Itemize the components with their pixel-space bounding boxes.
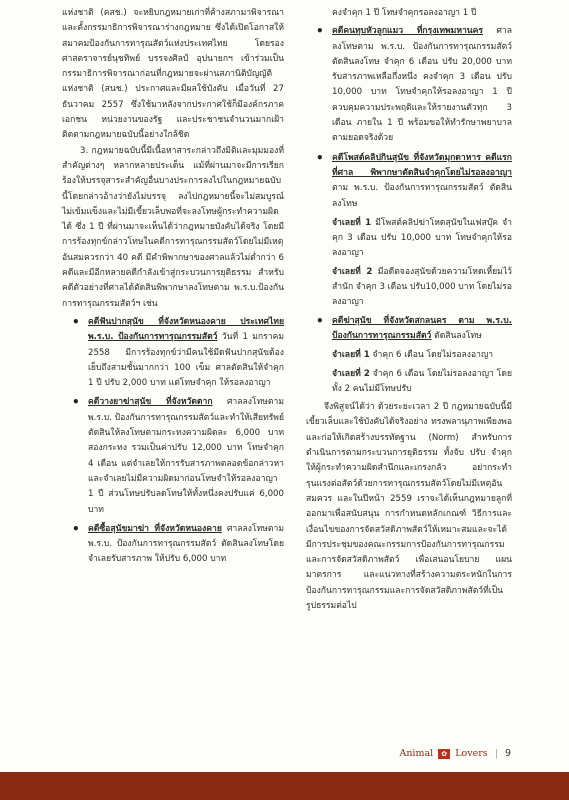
case-title-3: คดีซื้อสุนัขมาฆ่า ที่จังหวัดหนองคาย — [88, 523, 222, 534]
defendant-text: มีอดีตจองสุนัขด้วยความโหดเหี้ยมไว้สำนัก จำคุก 3 เดือน ปรับ10,000 บาท โดยไม่รอลงอาญา — [332, 266, 512, 308]
paw-logo-icon: ✿ — [438, 749, 450, 759]
case-item-5 — [314, 151, 512, 212]
page-footer — [399, 748, 511, 759]
conclusion-paragraph: จึงพิสูจน์ได้ว่า ด้วยระยะเวลา 2 ปี กฎหมายฉบับนี้มีเขี้ยวเล็บและใช้บังคับได้จริงอย่าง ทรงพลานุภาพเพียงพอและก่อให้เกิดสร้างบรรทัดฐาน (Norm) สำหรับการดำเนินการตามกระบวนการยุติธรรม ทั้งจับ ปรับ จำคุก ให้ผู้กระทำความผิดสำนึกและเกรงกลัว อย่ากระทำรุนแรงต่อสัตว์ด้วยการทารุณกรรมสัตว์โดยไม่มีเหตุอันสมควร และในปีหน้า 2559 เราจะได้เห็นกฎหมายลูกที่ออกมาเพื่อสนับสนุน การกำหนดหลักเกณฑ์ วิธีการและเงื่อนไขของการจัดสวัสดิภาพสัตว์ให้เหมาะสมและจะได้มีการประชุมของคณะกรรมการป้องกันการทารุณกรรมและการจัดสวัสดิภาพสัตว์ เพื่อเสนอนโยบาย แผน มาตรการ และแนวทางที่สร้างความตระหนักในการป้องกันการทารุณกรรมและการจัดสวัสดิภาพสัตว์ที่เป็นรูปธรรมต่อไป — [306, 402, 512, 611]
case-title-2: คดีวางยาฆ่าสุนัข ที่จังหวัดตาก — [88, 397, 213, 408]
defendant-text: มีโพสต์คลิปฆ่าโหดสุนัขในเฟสบุ๊ค จำคุก 3 เดือน ปรับ 10,000 บาท โทษจำคุกให้รอลงอาญา — [332, 217, 512, 259]
case-item-1 — [70, 315, 284, 391]
left-column — [62, 6, 284, 572]
paragraph-continued: คงจำคุก 1 ปี โทษจำคุกรอลงอาญา 1 ปี — [332, 8, 477, 18]
case-text-3: ศาลลงโทษตาม พ.ร.บ. ป้องกันการทารุณกรรมสัตว์ ตัดสินลงโทษโดยจำเลยรับสารภาพ ให้ปรับ 6,000 บาท — [88, 523, 284, 565]
right-column — [306, 6, 512, 614]
defendant-6-1 — [314, 348, 512, 363]
case-text-5: ตาม พ.ร.บ. ป้องกันการทารุณกรรมสัตว์ ตัดสินลงโทษ — [332, 183, 512, 209]
case-item-2 — [70, 395, 284, 517]
page-number: 9 — [504, 748, 511, 759]
case-text-4: ศาลลงโทษตาม พ.ร.บ. ป้องกันการทารุณกรรมสัตว์ ตัดสินลงโทษ จำคุก 6 เดือน ปรับ 20,000 บาท รับสารภาพเหลือกึ่งหนึ่ง คงจำคุก 3 เดือน ปรับ 10,000 บาท โทษจำคุกให้รอลงอาญา 1 ปี ควบคุมความประพฤติและให้รายงานตัวทุก 3 เดือน ภายใน 1 ปี พร้อมขอให้ทำรักษาพยาบาล ตามยอดจริงด้วย — [332, 26, 512, 144]
defendant-label: จำเลยที่ 1 — [332, 350, 370, 361]
case-title-5: คดีโพสต์คลิปกินสุนัข ที่จังหวัดมุกดาหาร คดีแรกที่ศาล พิพากษาตัดสินจำคุกโดยไม่รอลงอาญา — [332, 152, 512, 178]
defendant-label: จำเลยที่ 2 — [332, 368, 370, 379]
footer-divider: | — [494, 748, 498, 759]
defendant-text: จำคุก 6 เดือน โดยไม่รอลงอาญา — [369, 350, 494, 361]
case-title-1: คดีฟันปากสุนัข ที่จังหวัดหนองคาย ประเทศไทย พ.ร.บ. ป้องกันการทารุณกรรมสัตว์ — [88, 316, 284, 343]
case-title-6: คดีฆ่าสุนัข ที่จังหวัดสกลนคร ตาม พ.ร.บ. ป้องกันการทารุณกรรมสัตว์ — [332, 315, 512, 341]
paragraph-1: แห่งชาติ (คสช.) จะหยิบกฎหมายเก่าที่ค้างสภามาพิจารณาและตั้งกรรมาธิการพิจารณาร่างกฎหมาย ซึ่งได้เปิดโอกาสให้ สมาคมป้องกันการทารุณสัตว์แห่งประเทศไทย โดยรองศาสตราจารย์นุชทิพย์ บรรจงศิลป์ อุปนายกฯ เข้าร่วมเป็นกรรมาธิการพิจารณาก่อนที่กฎหมายจะผ่านสภานิติบัญญัติแห่งชาติ (สนช.) ประกาศและมีผลใช้บังคับ เมื่อวันที่ 27 ธันวาคม 2557 ซึ่งใช้มาหลังจากประกาศใช้ก็มีองค์กรภาคเอกชน หน่วยงานของรัฐ และประชาชนจำนวนมากเฝ้าติดตามกฎหมายฉบับนี้อย่างใกล้ชิด — [62, 8, 284, 141]
paragraph-2: 3. กฎหมายฉบับนี้มีเนื้อหาสาระกล่าวถึงมิติและมุมมองที่สำคัญต่างๆ หลากหลายประเด็น แม้ที่ผ่านมาจะมีการเรียกร้องให้บรรจุสาระสำคัญอื่นบางประการลงไปในกฎหมายฉบับนี้โดยกล่าวอ้างว่ายังไม่บรรจุ ลงไปกฎหมายนี้จะไม่สมบูรณ์ไม่เข้มแข็งและไม่มีเขี้ยวเล็บพอที่จะลงโทษผู้กระทำความผิดได้ ซึ่ง 1 ปี ที่ผ่านมาจะเห็นได้ว่ากฎหมายบังคับได้จริง โดยมีการร้องทุกข์กล่าวโทษในคดีการทารุณกรรมสัตว์โดยไม่มีเหตุอันสมควรกว่า 40 คดี มีคำพิพากษาของศาลแล้วไม่ต่ำกว่า 6 คดีและมีอีกหลายคดีกำลังเข้าสู่กระบวนการยุติธรรม สำหรับคดีตัวอย่างที่ศาลได้ตัดสินพิพากษาลงโทษตาม พ.ร.บ.ป้องกันการทารุณกรรมสัตว์ฯ เช่น — [62, 145, 284, 309]
defendant-6-2 — [314, 367, 512, 398]
case-item-6 — [314, 314, 512, 345]
case-text-2: ศาลลงโทษตาม พ.ร.บ. ป้องกันการทารุณกรรมสัตว์และทำให้เสียทรัพย์ ตัดสินให้ลงโทษตามกระทงความผิดละ 6,000 บาท สองกระทง รวมเป็นค่าปรับ 12,000 บาท โทษจำคุก 4 เดือน แต่จำเลยให้การรับสารภาพตลอดข้อกล่าวหาและจำเลยไม่มีความผิดมาก่อนโทษจำให้รอลงอาญา 1 ปี ส่วนโทษปรับลดโทษให้ทั้งหนึ่งคงปรับแค่ 6,000 บาท — [88, 397, 284, 515]
defendant-5-1 — [314, 216, 512, 262]
defendant-label: จำเลยที่ 2 — [332, 266, 373, 277]
defendant-5-2 — [314, 265, 512, 311]
case-title-4: คดีคนทุบหัวลูกแมว ที่กรุงเทพมหานคร — [332, 26, 484, 37]
case-item-3 — [70, 522, 284, 568]
brand-text-animal: Animal — [399, 748, 434, 759]
bottom-band — [0, 772, 569, 800]
case-text-1: วันที่ 1 มกราคม 2558 มีการร้องทุกข์ว่ามีคนใช้มีดฟันปากสุนัขต้องเย็บถึงสามชั้นมากกว่า 100 เข็ม ศาลตัดสินให้จำคุก 1 ปี ปรับ 2,000 บาท แต่โทษจำคุก ให้รอลงอาญา — [88, 332, 284, 389]
case-text-6: ตัดสินลงโทษ — [431, 330, 482, 341]
case-item-4 — [314, 24, 512, 146]
defendant-text: จำคุก 6 เดือน โดยไม่รอลงอาญา โดยทั้ง 2 คนไม่มีโทษปรับ — [332, 368, 512, 394]
brand-text-lovers: Lovers — [455, 748, 488, 759]
defendant-label: จำเลยที่ 1 — [332, 217, 372, 228]
